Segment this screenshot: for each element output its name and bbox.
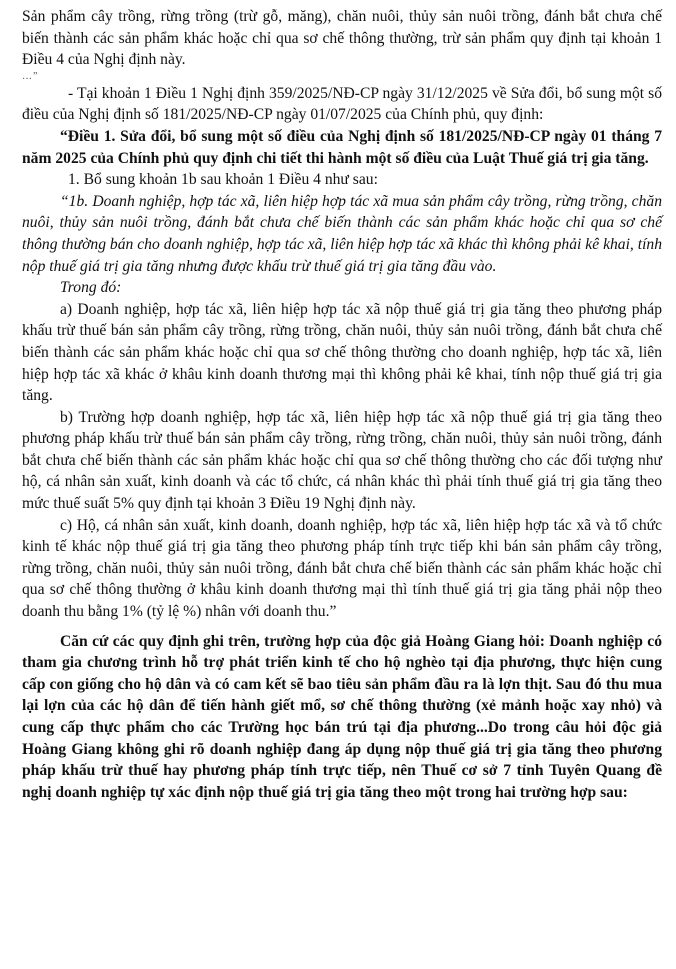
paragraph-answer: Căn cứ các quy định ghi trên, trường hợp của độc giả Hoàng Giang hỏi: Doanh nghiệp có tham gia chương trình hỗ trợ phát triển kinh tế cho hộ nghèo tại địa phương, thực hiện cung cấp con giống cho hộ dân và có cam kết sẽ bao tiêu sản phẩm đầu ra là lợn thịt. Sau đó thu mua lại lợn của các hộ dân để tiến hành giết mổ, sơ chế thông thường (xẻ mảnh hoặc xay nhỏ) và cung cấp thực phẩm cho các Trường học bán trú tại địa phương...Do trong câu hỏi độc giả Hoàng Giang không ghi rõ doanh nghiệp đang áp dụng nộp thuế giá trị gia tăng theo phương pháp khấu trừ thuế hay phương pháp tính trực tiếp, nên Thuế cơ sở 7 tỉnh Tuyên Quang đề nghị doanh nghiệp tự xác định nộp thuế giá trị gia tăng theo một trong hai trường hợp sau: [22,632,662,801]
paragraph-point-c: c) Hộ, cá nhân sản xuất, kinh doanh, doanh nghiệp, hợp tác xã, liên hiệp hợp tác xã và tổ chức kinh tế khác nộp thuế giá trị gia tăng theo phương pháp tính trực tiếp khi bán sản phẩm cây trồng, rừng trồng, chăn nuôi, thủy sản nuôi trồng, đánh bắt chưa chế biến thành các sản phẩm khác hoặc chỉ qua sơ chế thông thường ở khâu kinh doanh thương mại thì tính thuế giá trị gia tăng phải nộp theo doanh thu bằng 1% (tỷ lệ %) nhân với doanh thu.” [22,516,662,621]
paragraph-point-b: b) Trường hợp doanh nghiệp, hợp tác xã, liên hiệp hợp tác xã nộp thuế giá trị gia tăng theo phương pháp khấu trừ thuế bán sản phẩm cây trồng, rừng trồng, chăn nuôi, thủy sản nuôi trồng, đánh bắt chưa chế biến thành các sản phẩm khác hoặc chỉ qua sơ chế thông thường cho các đối tượng như hộ, cá nhân sản xuất, kinh doanh và các tổ chức, cá nhân khác thì phải tính thuế giá trị gia tăng theo mức thuế suất 5% quy định tại khoản 3 Điều 19 Nghị định này. [22,408,662,513]
paragraph-article-1-heading: “Điều 1. Sửa đổi, bổ sung một số điều của Nghị định số 181/2025/NĐ-CP ngày 01 tháng 7 năm 2025 của Chính phủ quy định chi tiết thi hành một số điều của Luật Thuế giá trị gia tăng. [22,127,662,167]
spacer [22,623,662,631]
paragraph-point-a: a) Doanh nghiệp, hợp tác xã, liên hiệp hợp tác xã nộp thuế giá trị gia tăng theo phương pháp khấu trừ thuế bán sản phẩm cây trồng, rừng trồng, chăn nuôi, thủy sản nuôi trồng, đánh bắt chưa chế biến thành các sản phẩm khác hoặc chỉ qua sơ chế thông thường cho doanh nghiệp, hợp tác xã, liên hiệp hợp tác xã khác ở khâu kinh doanh thương mại thì không phải kê khai, tính nộp thuế giá trị gia tăng. [22,300,662,405]
paragraph-decree-359-intro: - Tại khoản 1 Điều 1 Nghị định 359/2025/NĐ-CP ngày 31/12/2025 về Sửa đổi, bổ sung một số điều của Nghị định số 181/2025/NĐ-CP ngày 01/07/2025 của Chính phủ, quy định: [22,84,662,124]
ellipsis-quote-end: …” [22,70,39,82]
paragraph-item-1: 1. Bổ sung khoản 1b sau khoản 1 Điều 4 như sau: [68,171,378,189]
paragraph-clause-1b: “1b. Doanh nghiệp, hợp tác xã, liên hiệp hợp tác xã mua sản phẩm cây trồng, rừng trồng, chăn nuôi, thủy sản nuôi trồng, đánh bắt chưa chế biến thành các sản phẩm khác hoặc chỉ qua sơ chế thông thường bán cho doanh nghiệp, hợp tác xã, liên hiệp hợp tác xã khác thì không phải kê khai, tính nộp thuế giá trị gia tăng nhưng được khấu trừ thuế giá trị gia tăng đầu vào. [22,192,662,275]
paragraph-product-scope: Sản phẩm cây trồng, rừng trồng (trừ gỗ, măng), chăn nuôi, thủy sản nuôi trồng, đánh bắt chưa chế biến thành các sản phẩm khác hoặc chỉ qua sơ chế thông thường, trừ sản phẩm quy định tại khoản 1 Điều 4 của Nghị định này. [22,8,662,69]
paragraph-in-which: Trong đó: [60,279,122,297]
